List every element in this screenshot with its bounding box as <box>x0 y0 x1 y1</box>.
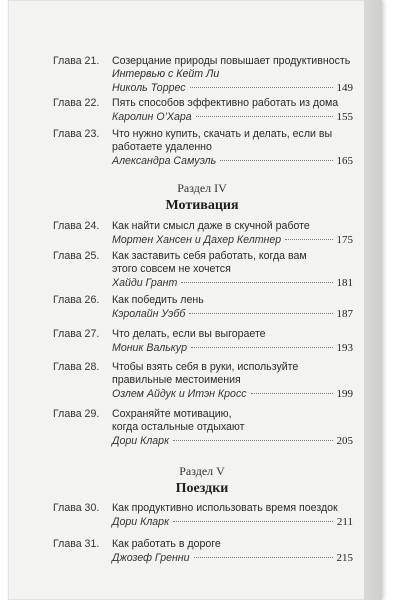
chapter-title-line-1: Что делать, если вы выгораете <box>112 328 266 340</box>
page-spine-shadow <box>364 0 382 600</box>
chapter-title-line-1: Пять способов эффективно работать из дома <box>112 97 339 109</box>
page-number: 187 <box>336 308 353 320</box>
chapter-number: Глава 28. <box>53 361 100 373</box>
author-line <box>112 552 353 565</box>
chapter-number: Глава 23. <box>53 128 100 140</box>
leader-dots <box>251 393 333 394</box>
toc-entry-28 <box>53 361 353 401</box>
chapter-author: Озлем Айдук и Итэн Кросс <box>112 388 247 400</box>
toc-entry-30 <box>53 502 353 529</box>
leader-dots <box>220 160 332 161</box>
chapter-title-line-1: Как продуктивно использовать время поездок <box>112 502 338 514</box>
chapter-number: Глава 31. <box>53 538 100 550</box>
chapter-title-line-1: Созерцание природы повышает продуктивность <box>112 55 351 67</box>
section-title: Поездки <box>175 481 229 496</box>
toc-entry-31 <box>53 538 353 565</box>
chapter-number: Глава 26. <box>53 294 100 306</box>
author-line <box>112 342 353 355</box>
chapter-author: Дори Кларк <box>112 516 170 528</box>
chapter-title-line-2: Интервью с Кейт Ли <box>112 68 220 80</box>
chapter-number: Глава 21. <box>53 55 100 67</box>
chapter-author: Кэролайн Уэбб <box>112 308 186 320</box>
author-line <box>112 435 353 448</box>
author-line <box>112 308 353 321</box>
chapter-author: Хайди Грант <box>112 277 178 289</box>
chapter-title-line-1: Как победить лень <box>112 294 204 306</box>
author-line <box>112 234 353 247</box>
toc-entry-24 <box>53 220 353 247</box>
chapter-author: Мортен Хансен и Дахер Келтнер <box>112 234 282 246</box>
page-number: 149 <box>336 82 353 94</box>
leader-dots <box>285 239 332 240</box>
toc-entry-26 <box>53 294 353 321</box>
chapter-number: Глава 29. <box>53 408 100 420</box>
leader-dots <box>181 282 332 283</box>
author-line <box>112 111 353 124</box>
chapter-number: Глава 25. <box>53 250 100 262</box>
author-line <box>112 277 353 290</box>
author-line <box>112 155 353 168</box>
page-number: 211 <box>336 516 353 528</box>
chapter-author: Каролин О’Хара <box>112 111 192 123</box>
chapter-author: Николь Торрес <box>112 82 186 94</box>
chapter-author: Дори Кларк <box>112 435 170 447</box>
chapter-number: Глава 24. <box>53 220 100 232</box>
page-number: 205 <box>336 435 353 447</box>
chapter-title-line-1: Как заставить себя работать, когда вам <box>112 250 307 262</box>
leader-dots <box>189 313 332 314</box>
section-number: Раздел IV <box>177 181 227 195</box>
chapter-number: Глава 30. <box>53 502 100 514</box>
chapter-author: Джозеф Гренни <box>112 552 190 564</box>
toc-entry-22 <box>53 97 353 124</box>
section-heading-5 <box>53 464 351 497</box>
toc-entry-29 <box>53 408 353 448</box>
chapter-author: Александра Самуэль <box>112 155 217 167</box>
section-number: Раздел V <box>179 464 225 478</box>
toc-entry-23 <box>53 128 353 168</box>
section-heading-4 <box>53 181 351 214</box>
chapter-title-line-2: когда остальные отдыхают <box>112 421 245 433</box>
chapter-title-line-1: Как найти смысл даже в скучной работе <box>112 220 310 232</box>
page-number: 155 <box>336 111 353 123</box>
toc-entry-27 <box>53 328 353 355</box>
page-number: 193 <box>336 342 353 354</box>
chapter-title-line-1: Что нужно купить, скачать и делать, если вы <box>112 128 333 140</box>
page-number: 199 <box>336 388 353 400</box>
leader-dots <box>173 440 332 441</box>
toc-entry-21 <box>53 55 353 95</box>
leader-dots <box>194 557 333 558</box>
author-line <box>112 388 353 401</box>
author-line <box>112 516 353 529</box>
chapter-title-line-1: Как работать в дороге <box>112 538 221 550</box>
page-number: 181 <box>336 277 353 289</box>
leader-dots <box>196 116 333 117</box>
chapter-title-line-1: Чтобы взять себя в руки, используйте <box>112 361 299 373</box>
leader-dots <box>190 87 333 88</box>
chapter-title-line-2: правильные местоимения <box>112 374 241 386</box>
page-number: 165 <box>336 155 353 167</box>
chapter-author: Моник Валькур <box>112 342 187 354</box>
chapter-title-line-2: этого совсем не хочется <box>112 263 231 275</box>
leader-dots <box>191 347 333 348</box>
chapter-title-line-1: Сохраняйте мотивацию, <box>112 408 232 420</box>
chapter-title-line-2: работаете удаленно <box>112 141 212 153</box>
leader-dots <box>173 521 333 522</box>
chapter-number: Глава 27. <box>53 328 100 340</box>
toc-entry-25 <box>53 250 353 290</box>
author-line <box>112 82 353 95</box>
section-title: Мотивация <box>165 198 239 213</box>
book-page <box>8 0 382 600</box>
page-number: 215 <box>336 552 353 564</box>
page-number: 175 <box>336 234 353 246</box>
chapter-number: Глава 22. <box>53 97 100 109</box>
